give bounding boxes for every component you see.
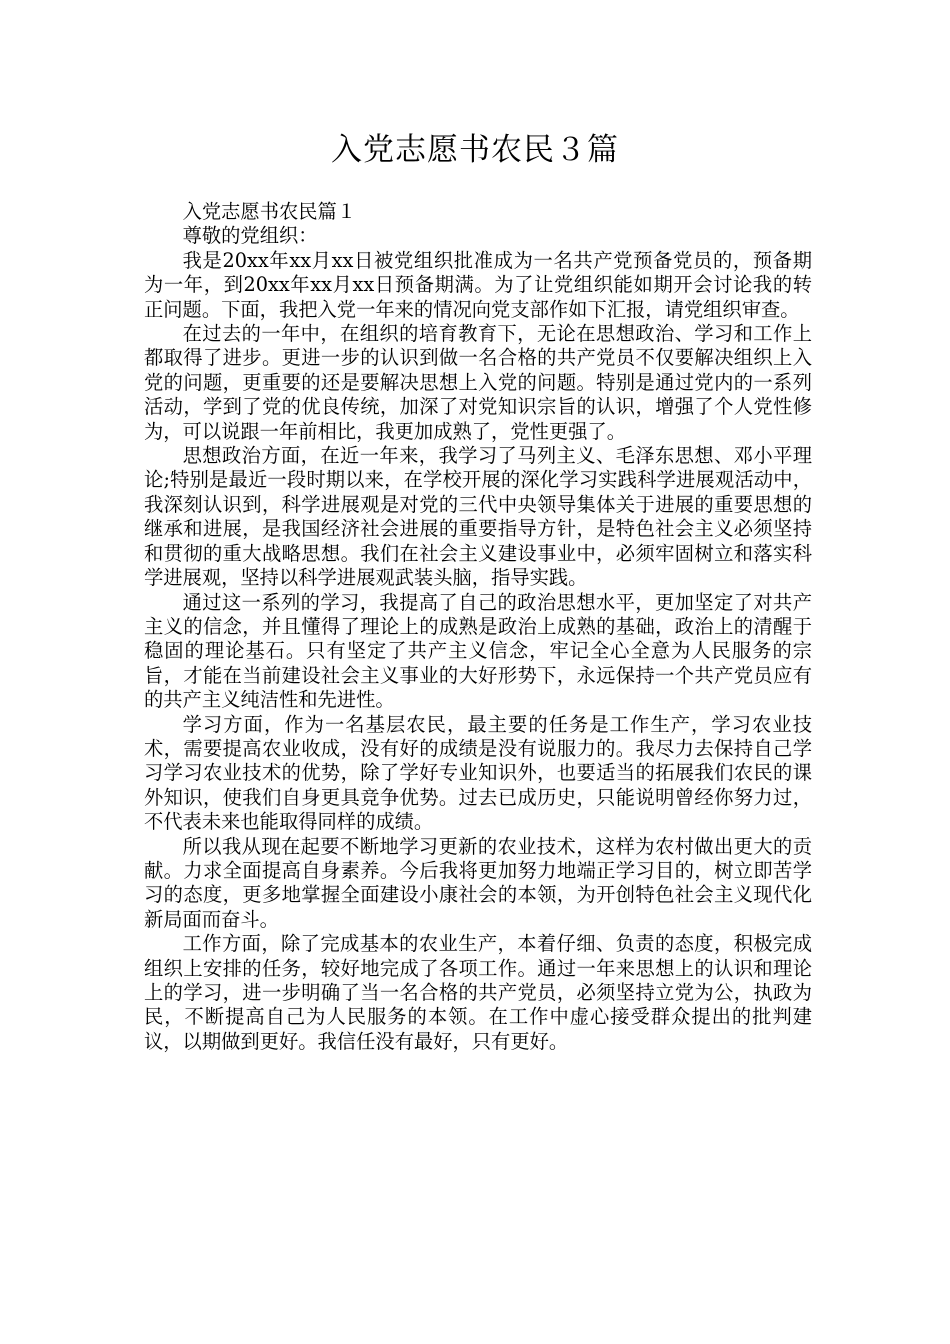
paragraph-5: 学习方面，作为一名基层农民，最主要的任务是工作生产，学习农业技术，需要提高农业收成，没有好的成绩是没有说服力的。我尽力去保持自己学习学习农业技术的优势，除了学好专业知识外，也要适当的拓展我们农民的课外知识，使我们自身更具竞争优势。过去已成历史，只能说明曾经你努力过，不代表未来也能取得同样的成绩。 xyxy=(144,712,812,834)
paragraph-4: 通过这一系列的学习，我提高了自己的政治思想水平，更加坚定了对共产主义的信念，并且懂得了理论上的成熟是政治上成熟的基础，政治上的清醒于稳固的理论基石。只有坚定了共产主义信念，牢记全心全意为人民服务的宗旨，才能在当前建设社会主义事业的大好形势下，永远保持一个共产党员应有的共产主义纯洁性和先进性。 xyxy=(144,590,812,712)
paragraph-2: 在过去的一年中，在组织的培育教育下，无论在思想政治、学习和工作上都取得了进步。更进一步的认识到做一名合格的共产党员不仅要解决组织上入党的问题，更重要的还是要解决思想上入党的问题。特别是通过党内的一系列活动，学到了党的优良传统，加深了对党知识宗旨的认识，增强了个人党性修为，可以说跟一年前相比，我更加成熟了，党性更强了。 xyxy=(144,322,812,443)
document-title: 入党志愿书农民３篇 xyxy=(331,132,619,168)
paragraph-3: 思想政治方面，在近一年来，我学习了马列主义、毛泽东思想、邓小平理论;特别是最近一段时期以来，在学校开展的深化学习实践科学进展观活动中，我深刻认识到，科学进展观是对党的三代中央领导集体关于进展的重要思想的继承和进展，是我国经济社会进展的重要指导方针，是特色社会主义必须坚持和贯彻的重大战略思想。我们在社会主义建设事业中，必须牢固树立和落实科学进展观，坚持以科学进展观武装头脑，指导实践。 xyxy=(144,444,812,590)
paragraph-7: 工作方面，除了完成基本的农业生产，本着仔细、负责的态度，积极完成组织上安排的任务，较好地完成了各项工作。通过一年来思想上的认识和理论上的学习，进一步明确了当一名合格的共产党员，必须坚持立党为公，执政为民，不断提高自己为人民服务的本领。在工作中虚心接受群众提出的批判建议，以期做到更好。我信任没有最好，只有更好。 xyxy=(144,932,812,1053)
salutation: 尊敬的党组织： xyxy=(182,224,318,248)
section-heading: 入党志愿书农民篇１ xyxy=(182,200,357,223)
paragraph-6: 所以我从现在起要不断地学习更新的农业技术，这样为农村做出更大的贡献。力求全面提高自身素养。今后我将更加努力地端正学习目的，树立即苦学习的态度，更多地掌握全面建设小康社会的本领，为开创特色社会主义现代化新局面而奋斗。 xyxy=(144,834,812,931)
paragraph-1: 我是20xx年xx月xx日被党组织批准成为一名共产党预备党员的，预备期为一年，到20xx年xx月xx日预备期满。为了让党组织能如期开会讨论我的转正问题。下面，我把入党一年来的情况向党支部作如下汇报，请党组织审查。 xyxy=(144,248,812,321)
document-body xyxy=(144,200,812,1054)
